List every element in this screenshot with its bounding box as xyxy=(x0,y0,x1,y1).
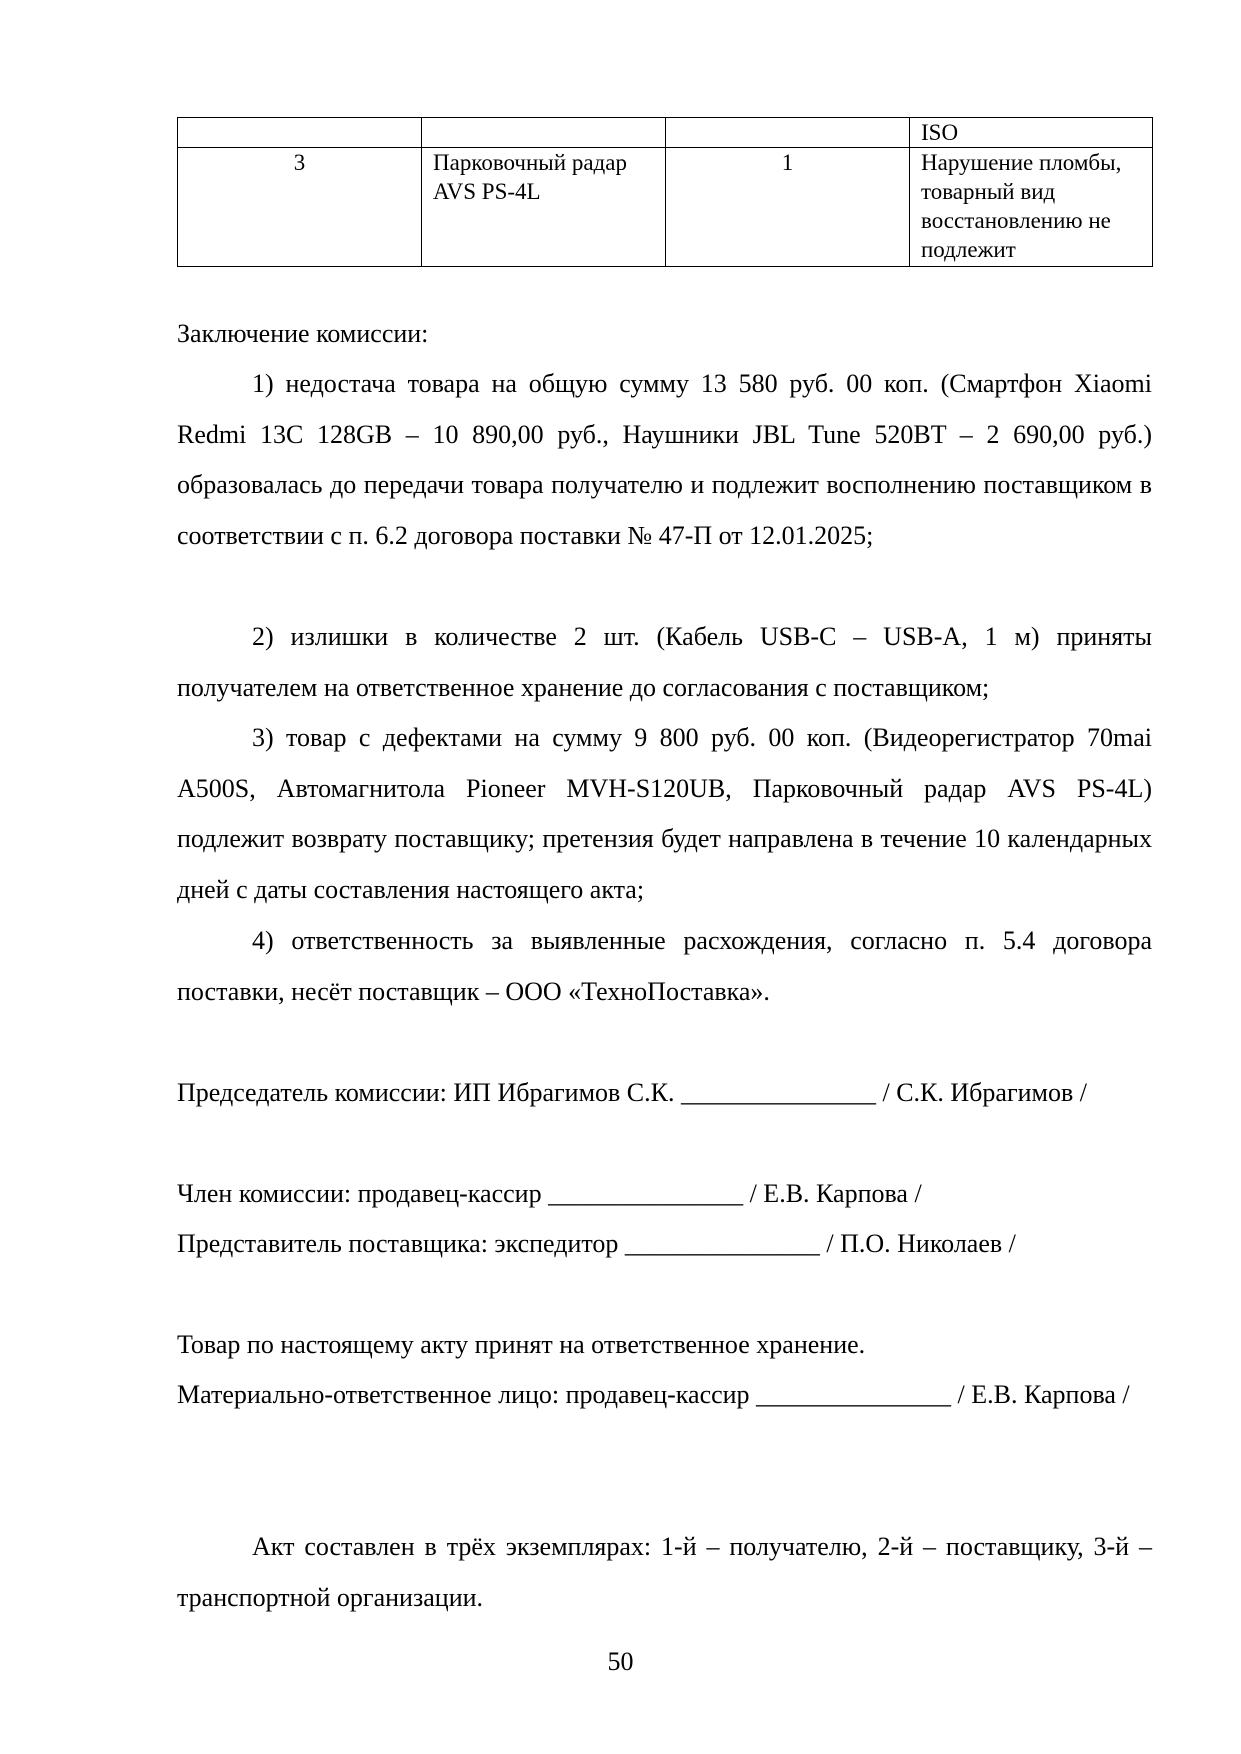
conclusion-heading: Заключение комиссии: xyxy=(177,319,429,348)
table-cell-item xyxy=(422,118,666,148)
table-row xyxy=(178,148,1153,267)
table-cell-quantity xyxy=(666,118,910,148)
defects-table xyxy=(177,117,1153,267)
storage-statement: Товар по настоящему акту принят на ответственное хранение. xyxy=(177,1330,866,1359)
copies-note: Акт составлен в трёх экземплярах: 1-й – получателю, 2-й – поставщику, 3-й – транспортной организации. xyxy=(177,1532,1152,1612)
table-cell-quantity: 1 xyxy=(666,148,910,267)
table-cell-defect: Нарушение пломбы, товарный вид восстановлению не подлежит xyxy=(910,148,1153,267)
table-cell-number: 3 xyxy=(178,148,422,267)
page-number: 50 xyxy=(607,1647,634,1676)
member-signature-line: Член комиссии: продавец-кассир _______________ / Е.В. Карпова / xyxy=(177,1179,922,1208)
table-cell-number xyxy=(178,118,422,148)
table-row xyxy=(178,118,1153,148)
conclusion-item-2: 2) излишки в количестве 2 шт. (Кабель USB-C – USB-A, 1 м) приняты получателем на ответственное хранение до согласования с поставщиком; xyxy=(177,622,1152,702)
conclusion-item-4: 4) ответственность за выявленные расхождения, согласно п. 5.4 договора поставки, несёт поставщик – ООО «ТехноПоставка». xyxy=(177,926,1152,1006)
conclusion-item-3: 3) товар с дефектами на сумму 9 800 руб. 00 коп. (Видеорегистратор 70mai A500S, Автомагнитола Pioneer MVH-S120UB, Парковочный радар AVS PS-4L) подлежит возврату поставщику; претензия будет направлена в течение 10 календарных дней с даты составления настоящего акта; xyxy=(177,723,1152,904)
table-cell-item: Парковочный радар AVS PS-4L xyxy=(422,148,666,267)
chairman-signature-line: Председатель комиссии: ИП Ибрагимов С.К. _______________ / С.К. Ибрагимов / xyxy=(177,1078,1087,1107)
responsible-person-signature-line: Материально-ответственное лицо: продавец-кассир _______________ / Е.В. Карпова / xyxy=(177,1380,1130,1409)
conclusion-item-1: 1) недостача товара на общую сумму 13 580 руб. 00 коп. (Смартфон Xiaomi Redmi 13C 128GB – 10 890,00 руб., Наушники JBL Tune 520BT – 2 690,00 руб.) образовалась до передачи товара получателю и подлежит восполнению поставщиком в соответствии с п. 6.2 договора поставки № 47-П от 12.01.2025; xyxy=(177,369,1152,550)
supplier-rep-signature-line: Представитель поставщика: экспедитор _______________ / П.О. Николаев / xyxy=(177,1229,1016,1258)
table-cell-defect: ISO xyxy=(910,118,1153,148)
